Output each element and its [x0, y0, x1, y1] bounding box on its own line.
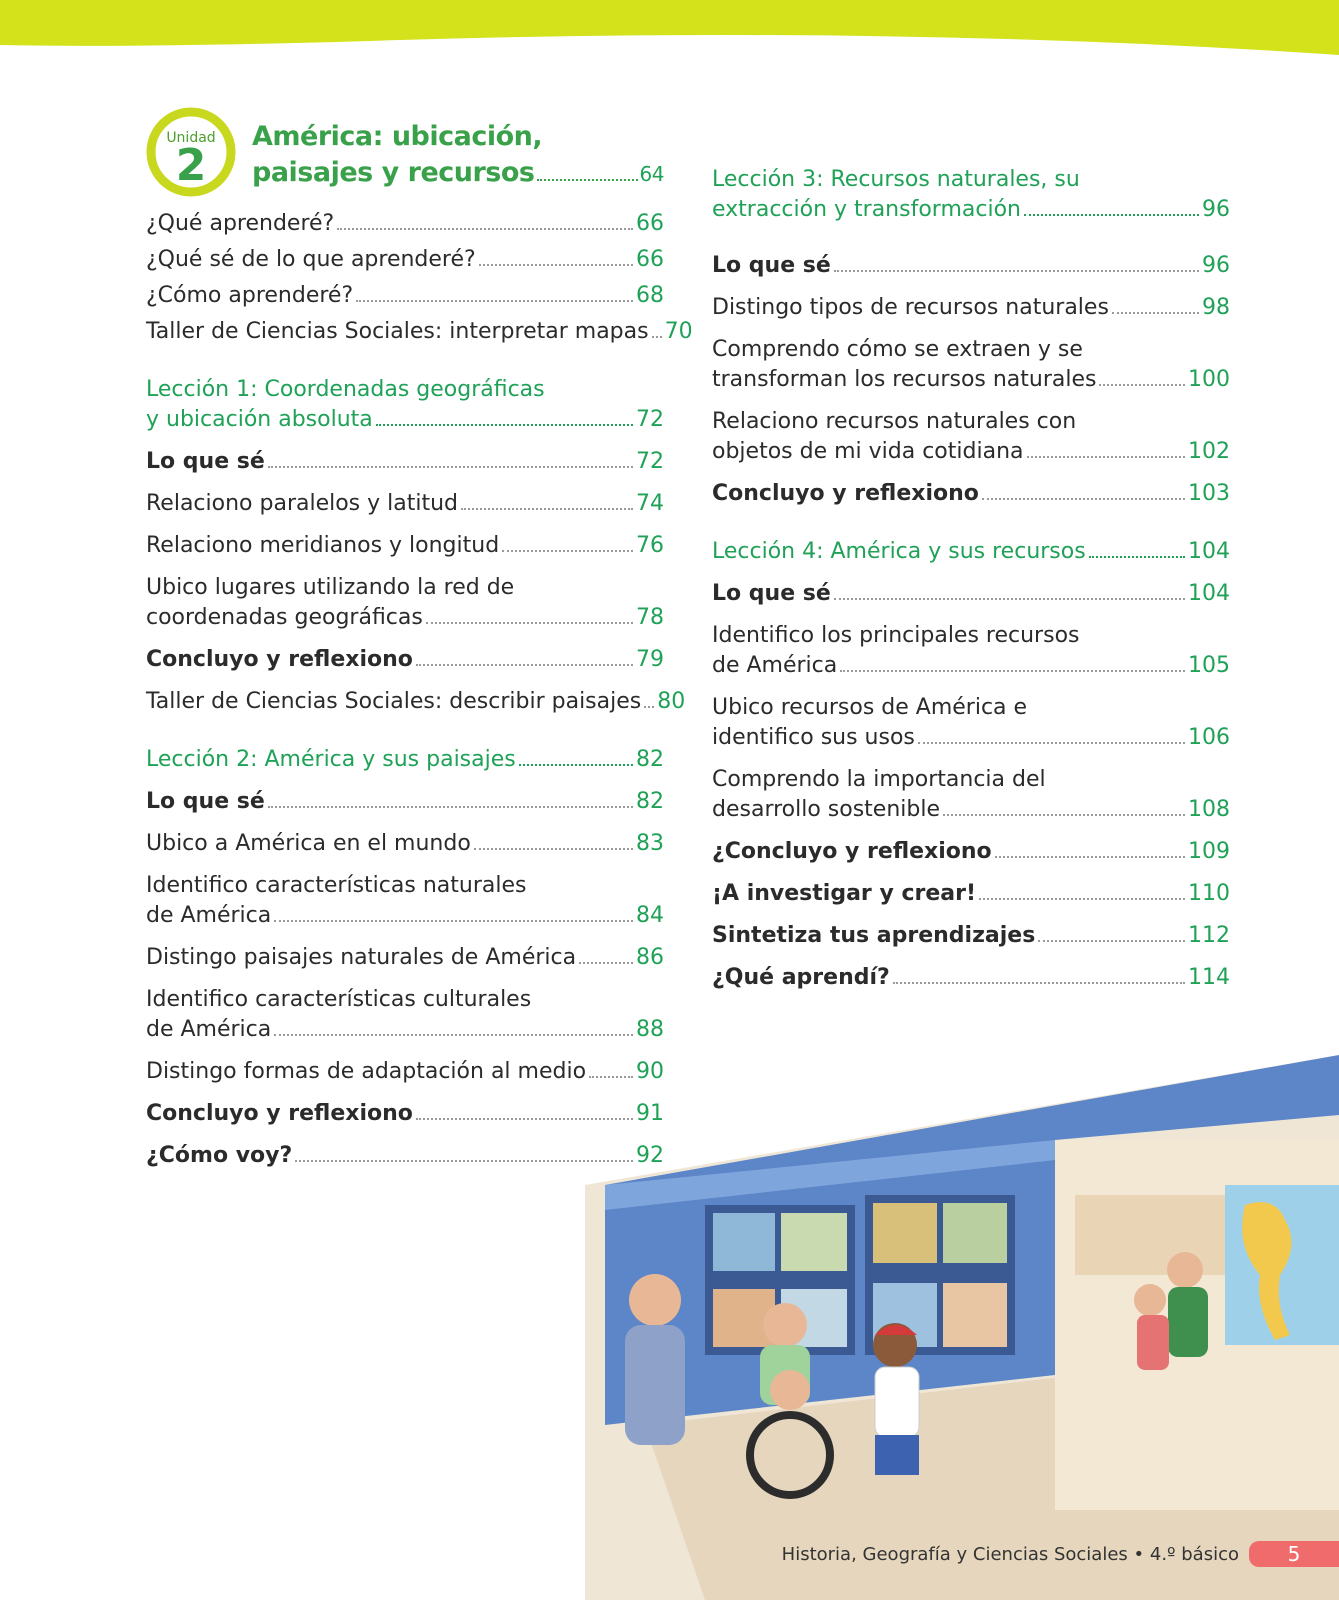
- entry-title: ¿Cómo aprenderé?: [146, 283, 354, 308]
- entry-page: 86: [636, 945, 664, 970]
- footer-grade: • 4.º básico: [1133, 1543, 1239, 1565]
- leader-dots: [376, 424, 633, 426]
- toc-entry[interactable]: [712, 621, 1230, 681]
- entry-page: 66: [636, 211, 664, 236]
- toc-entry[interactable]: [712, 879, 1230, 909]
- leader-dots: [268, 466, 633, 468]
- entry-page: 98: [1202, 295, 1230, 320]
- unit-badge: [146, 107, 236, 197]
- entry-page: 106: [1188, 725, 1230, 750]
- entry-title: Distingo formas de adaptación al medio: [146, 1059, 587, 1084]
- entry-page: 100: [1188, 367, 1230, 392]
- lesson-title: Lección 2: América y sus paisajes: [146, 747, 516, 772]
- entry-title: Concluyo y reflexiono: [712, 481, 979, 506]
- toc-entry[interactable]: [712, 407, 1230, 467]
- entry-title: de América: [146, 903, 272, 928]
- toc-entry[interactable]: [712, 251, 1230, 281]
- entry-page: 82: [636, 789, 664, 814]
- entry-title: de América: [146, 1017, 272, 1042]
- toc-entry[interactable]: [146, 209, 664, 239]
- entry-title: Relaciono paralelos y latitud: [146, 491, 459, 516]
- leader-dots: [337, 228, 633, 230]
- entry-page: 91: [636, 1101, 664, 1126]
- entry-title: ¿Qué sé de lo que aprenderé?: [146, 247, 476, 272]
- leader-dots: [274, 920, 633, 922]
- leader-dots: [356, 300, 633, 302]
- toc-entry[interactable]: [146, 531, 664, 561]
- entry-title-line1: Ubico recursos de América e: [712, 695, 1028, 720]
- entry-title: Lo que sé: [712, 253, 831, 278]
- entry-title: objetos de mi vida cotidiana: [712, 439, 1024, 464]
- toc-entry[interactable]: [146, 317, 693, 347]
- leader-dots: [268, 806, 633, 808]
- toc-entry[interactable]: [712, 921, 1230, 951]
- leader-dots: [579, 962, 633, 964]
- entry-title: Concluyo y reflexiono: [146, 1101, 413, 1126]
- leader-dots: [519, 764, 633, 766]
- toc-entry[interactable]: [712, 335, 1230, 395]
- leader-dots: [1027, 456, 1186, 458]
- leader-dots: [979, 898, 1185, 900]
- entry-page: 103: [1188, 481, 1230, 506]
- unit-title[interactable]: [252, 119, 664, 192]
- entry-title: desarrollo sostenible: [712, 797, 941, 822]
- top-color-band: [0, 0, 1339, 70]
- leader-dots: [426, 622, 633, 624]
- entry-title: Taller de Ciencias Sociales: describir paisajes: [146, 689, 642, 714]
- toc-left-column: [146, 105, 693, 1183]
- museum-scene-illustration: [585, 1045, 1339, 1600]
- entry-page: 104: [1188, 581, 1230, 606]
- entry-title: Lo que sé: [146, 789, 265, 814]
- entry-page: 78: [636, 605, 664, 630]
- entry-page: 96: [1202, 253, 1230, 278]
- leader-dots: [479, 264, 633, 266]
- entry-title-line1: Comprendo cómo se extraen y se: [712, 337, 1083, 362]
- unit-number: 2: [175, 140, 207, 191]
- lesson-page: 82: [636, 747, 664, 772]
- page-footer: [782, 1540, 1339, 1568]
- toc-entry[interactable]: [146, 447, 664, 477]
- entry-title: de América: [712, 653, 838, 678]
- lesson-page: 96: [1202, 197, 1230, 222]
- toc-entry[interactable]: [146, 829, 664, 859]
- toc-entry[interactable]: [146, 985, 664, 1045]
- entry-title: Concluyo y reflexiono: [146, 647, 413, 672]
- toc-entry[interactable]: [146, 489, 664, 519]
- leader-dots: [1024, 214, 1199, 216]
- leader-dots: [834, 270, 1199, 272]
- entry-page: 80: [657, 689, 686, 714]
- entry-page: 66: [636, 247, 664, 272]
- entry-title: ¿Qué aprendí?: [712, 965, 890, 990]
- toc-entry[interactable]: [146, 943, 664, 973]
- entry-page: 108: [1188, 797, 1230, 822]
- entry-title-line1: Identifico características culturales: [146, 987, 532, 1012]
- lesson-title: Lección 4: América y sus recursos: [712, 539, 1086, 564]
- entry-page: 84: [636, 903, 664, 928]
- unit-page-number: 64: [639, 162, 664, 186]
- entry-title: Lo que sé: [146, 449, 265, 474]
- lesson-title-line2: extracción y transformación: [712, 197, 1021, 222]
- entry-page: 110: [1188, 881, 1230, 906]
- toc-entry[interactable]: [712, 765, 1230, 825]
- entry-title: transforman los recursos naturales: [712, 367, 1097, 392]
- entry-title: identifico sus usos: [712, 725, 915, 750]
- entry-title-line1: Ubico lugares utilizando la red de: [146, 575, 515, 600]
- leader-dots: [1038, 940, 1185, 942]
- leader-dots: [502, 550, 633, 552]
- entry-page: 109: [1188, 839, 1230, 864]
- toc-entry[interactable]: [712, 293, 1230, 323]
- toc-entry[interactable]: [146, 281, 664, 311]
- entry-page: 102: [1188, 439, 1230, 464]
- unit-title-line1: América: ubicación,: [252, 121, 543, 152]
- toc-entry[interactable]: [146, 573, 664, 633]
- entry-page: 76: [636, 533, 664, 558]
- entry-page: 105: [1188, 653, 1230, 678]
- footer-subject: Historia, Geografía y Ciencias Sociales: [781, 1543, 1128, 1565]
- toc-entry[interactable]: [146, 787, 664, 817]
- entry-page: 88: [636, 1017, 664, 1042]
- toc-entry[interactable]: [712, 693, 1230, 753]
- entry-title: Lo que sé: [712, 581, 831, 606]
- entry-page: 114: [1188, 965, 1230, 990]
- entry-page: 68: [636, 283, 664, 308]
- leader-dots: [982, 498, 1185, 500]
- entry-page: 72: [636, 449, 664, 474]
- lesson-title-line1: Lección 3: Recursos naturales, su: [712, 167, 1080, 192]
- lesson-3-heading[interactable]: [712, 165, 1230, 225]
- entry-title-line1: Relaciono recursos naturales con: [712, 409, 1077, 434]
- footer-book-title: [782, 1544, 1239, 1565]
- entry-title: Distingo paisajes naturales de América: [146, 945, 577, 970]
- leader-dots: [644, 706, 654, 708]
- entry-page: 74: [636, 491, 664, 516]
- entry-page: 70: [664, 319, 693, 344]
- entry-page: 112: [1188, 923, 1230, 948]
- entry-title: Ubico a América en el mundo: [146, 831, 471, 856]
- toc-entry[interactable]: [712, 579, 1230, 609]
- entry-page: 92: [636, 1143, 664, 1168]
- lesson-4-heading[interactable]: [712, 537, 1230, 567]
- unit-label: Unidad: [166, 130, 216, 146]
- entry-title-line1: Comprendo la importancia del: [712, 767, 1046, 792]
- leader-dots: [1099, 384, 1185, 386]
- entry-title: Distingo tipos de recursos naturales: [712, 295, 1109, 320]
- leader-dots: [834, 598, 1185, 600]
- leader-dots: [1089, 556, 1185, 558]
- lesson-1-heading[interactable]: [146, 375, 664, 435]
- lesson-title-line2: y ubicación absoluta: [146, 407, 373, 432]
- entry-title: ¿Concluyo y reflexiono: [712, 839, 992, 864]
- leader-dots: [274, 1034, 633, 1036]
- entry-title: coordenadas geográficas: [146, 605, 423, 630]
- entry-title: ¿Cómo voy?: [146, 1143, 293, 1168]
- entry-page: 79: [636, 647, 664, 672]
- toc-entry[interactable]: [712, 479, 1230, 509]
- entry-page: 90: [636, 1059, 664, 1084]
- entry-title: Relaciono meridianos y longitud: [146, 533, 500, 558]
- leader-dots: [474, 848, 633, 850]
- entry-page: 83: [636, 831, 664, 856]
- lesson-page: 72: [636, 407, 664, 432]
- page-number-badge: 5: [1249, 1541, 1339, 1567]
- leader-dots: [995, 856, 1185, 858]
- toc-entry[interactable]: [146, 245, 664, 275]
- leader-dots: [537, 179, 638, 181]
- leader-dots: [652, 336, 662, 338]
- entry-title: Taller de Ciencias Sociales: interpretar mapas: [146, 319, 649, 344]
- toc-entry[interactable]: [146, 687, 686, 717]
- leader-dots: [918, 742, 1185, 744]
- leader-dots: [416, 664, 633, 666]
- leader-dots: [840, 670, 1185, 672]
- toc-entry[interactable]: [712, 963, 1230, 993]
- toc-entry[interactable]: [146, 871, 664, 931]
- toc-right-column: [712, 165, 1230, 1005]
- lesson-2-heading[interactable]: [146, 745, 664, 775]
- leader-dots: [943, 814, 1185, 816]
- lesson-title-line1: Lección 1: Coordenadas geográficas: [146, 377, 545, 402]
- entry-title-line1: Identifico los principales recursos: [712, 623, 1080, 648]
- lesson-page: 104: [1188, 539, 1230, 564]
- toc-entry[interactable]: [712, 837, 1230, 867]
- entry-title: Sintetiza tus aprendizajes: [712, 923, 1036, 948]
- unit-header: [146, 105, 664, 197]
- leader-dots: [1112, 312, 1199, 314]
- leader-dots: [295, 1160, 633, 1162]
- leader-dots: [461, 508, 633, 510]
- leader-dots: [893, 982, 1185, 984]
- entry-title: ¡A investigar y crear!: [712, 881, 976, 906]
- entry-title-line1: Identifico características naturales: [146, 873, 527, 898]
- toc-entry[interactable]: [146, 645, 664, 675]
- unit-title-line2: paisajes y recursos: [252, 157, 535, 188]
- entry-title: ¿Qué aprenderé?: [146, 211, 335, 236]
